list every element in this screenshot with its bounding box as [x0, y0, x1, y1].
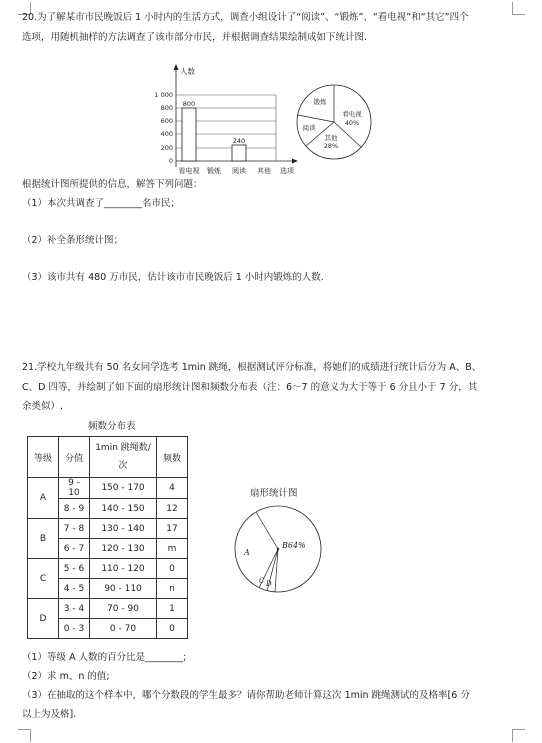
- cell-jumps: 130 - 140: [90, 519, 157, 539]
- q21-sub-1: （1）等级 A 人数的百分比是________;: [22, 652, 187, 663]
- table-title: 频数分布表: [88, 421, 136, 432]
- cell-freq: 17: [157, 519, 188, 539]
- q21-line-3: 余类似）.: [22, 401, 64, 412]
- cell-score: 8 - 9: [59, 499, 90, 519]
- cell-freq: n: [157, 579, 188, 599]
- cell-score: 3 - 4: [59, 599, 90, 619]
- cell-score: 0 - 3: [59, 619, 90, 639]
- bar-label-reading: 240: [232, 137, 246, 145]
- pie-label-exercise: 锻炼: [313, 98, 327, 106]
- cell-score: 6 - 7: [59, 539, 90, 559]
- header-score: 分值: [59, 437, 90, 478]
- ytick-label-200: 200: [160, 144, 173, 152]
- corner-mark-top-right: [512, 2, 525, 15]
- cell-score: 7 - 8: [59, 519, 90, 539]
- cell-grade: D: [28, 599, 59, 639]
- pie-label-tv: 看电视: [342, 110, 362, 118]
- q20-sub-3: （3）该市共有 480 万市民，估计该市市民晚饭后 1 小时内锻炼的人数.: [22, 272, 324, 283]
- q20-sub-2: （2）补全条形统计图；: [22, 235, 124, 246]
- pie-chart-title: 扇形统计图: [250, 488, 298, 499]
- frequency-table: [27, 436, 188, 639]
- table-row: [28, 478, 188, 499]
- q20-line-1: 20.为了解某市市民晚饭后 1 小时内的生活方式，调查小组设计了“阅读”、“锻炼”、“看电视”和“其它”四个: [22, 12, 469, 23]
- q21-sub-3b: 以上为及格].: [22, 709, 77, 720]
- cell-grade: A: [28, 478, 59, 519]
- table-row: [28, 519, 188, 539]
- cell-score: 5 - 6: [59, 559, 90, 579]
- bar-chart: [140, 62, 305, 180]
- x-axis-label: 选项: [280, 167, 294, 175]
- ytick-label-1000: 1 000: [154, 91, 173, 99]
- pie-chart-q20: [294, 82, 374, 162]
- ytick-label-400: 400: [160, 130, 173, 138]
- pie-center-dot: [277, 548, 279, 550]
- header-jumps: [90, 437, 157, 478]
- bar-tv: [182, 108, 196, 161]
- ytick-label-0: 0: [168, 157, 173, 165]
- pie-label-other: 其他: [324, 134, 338, 142]
- q20-intro: 根据统计图所提供的信息，解答下列问题：: [22, 179, 203, 190]
- y-axis-label: 人数: [180, 67, 195, 76]
- q20-line-2: 选项，用随机抽样的方法调查了该市部分市民，并根据调查结果绘制成如下统计图.: [22, 32, 368, 43]
- cell-freq: 1: [157, 599, 188, 619]
- cell-freq: 4: [157, 478, 188, 499]
- cell-jumps: 90 - 110: [90, 579, 157, 599]
- corner-mark-bottom-right: [512, 729, 525, 742]
- pie-chart-q21: [228, 503, 328, 603]
- header-grade: 等级: [28, 437, 59, 478]
- y-axis-arrow: [174, 64, 179, 70]
- header-jumps-line2: 次: [118, 461, 128, 471]
- cell-freq: 12: [157, 499, 188, 519]
- cell-freq: m: [157, 539, 188, 559]
- xtick-label-exercise: 锻炼: [207, 167, 221, 175]
- cell-jumps: 120 - 130: [90, 539, 157, 559]
- header-jumps-line1: 1min 跳绳数/: [95, 443, 151, 453]
- q21-line-2: C、D 四等，并绘制了如下面的扇形统计图和频数分布表（注：6～7 的意义为大于等于 6 分且小于 7 分，其: [22, 382, 478, 393]
- pie-label-b: B64%: [282, 541, 306, 550]
- table-row: [28, 599, 188, 619]
- cell-freq: 0: [157, 559, 188, 579]
- cell-score: 9 - 10: [59, 478, 90, 499]
- xtick-label-tv: 看电视: [178, 167, 200, 175]
- cell-jumps: 150 - 170: [90, 478, 157, 499]
- bar-label-tv: 800: [182, 100, 196, 108]
- pie-label-a: A: [244, 548, 250, 557]
- cell-grade: C: [28, 559, 59, 599]
- pie-label-d: D: [266, 580, 272, 588]
- pie-label-other-pct: 28%: [323, 142, 339, 150]
- cell-freq: 0: [157, 619, 188, 639]
- pie-label-c: C: [259, 577, 265, 585]
- cell-jumps: 70 - 90: [90, 599, 157, 619]
- table-header-row: [28, 437, 188, 478]
- q21-sub-3a: （3）在抽取的这个样本中，哪个分数段的学生最多？请你帮助老师计算这次 1min 跳绳测试的及格率[6 分: [22, 690, 470, 701]
- table-row: [28, 559, 188, 579]
- cell-jumps: 110 - 120: [90, 559, 157, 579]
- ytick-label-600: 600: [160, 117, 173, 125]
- q21-sub-2: （2）求 m、n 的值;: [22, 671, 110, 682]
- xtick-label-other: 其他: [257, 167, 271, 175]
- cell-jumps: 0 - 70: [90, 619, 157, 639]
- cell-grade: B: [28, 519, 59, 559]
- header-freq: 频数: [157, 437, 188, 478]
- pie-label-tv-pct: 40%: [344, 119, 360, 127]
- pie-label-reading: 阅读: [302, 124, 316, 132]
- cell-score: 4 - 5: [59, 579, 90, 599]
- corner-mark-bottom-left: [18, 729, 31, 742]
- ytick-label-800: 800: [160, 104, 173, 112]
- q21-line-1: 21.学校九年级共有 50 名女同学选考 1min 跳绳，根据测试评分标准，将她们的成绩进行统计后分为 A、B、: [22, 362, 482, 373]
- xtick-label-reading: 阅读: [232, 167, 246, 175]
- bar-reading: [232, 145, 246, 161]
- cell-jumps: 140 - 150: [90, 499, 157, 519]
- q20-sub-1: （1）本次共调查了________名市民；: [22, 198, 181, 209]
